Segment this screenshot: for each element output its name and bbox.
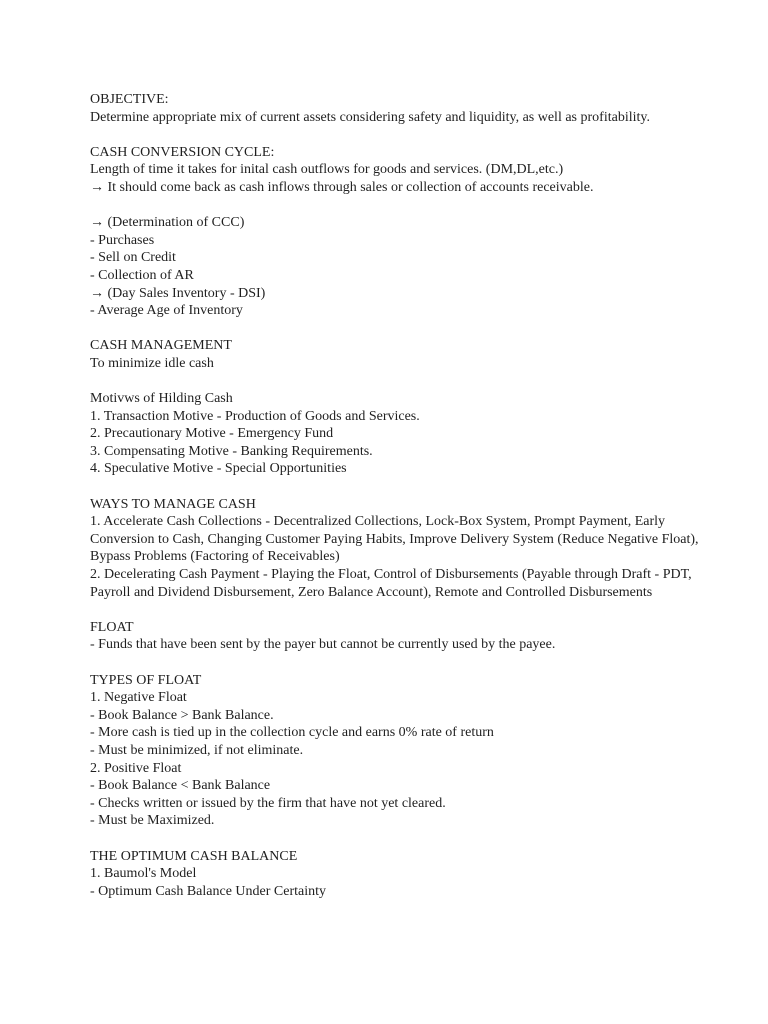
document-page — [90, 91, 730, 918]
section-ways-to-manage-cash — [90, 496, 730, 602]
heading-float: FLOAT — [90, 619, 134, 635]
list-item: - Optimum Cash Balance Under Certainty — [90, 883, 326, 899]
text-line: Length of time it takes for inital cash outflows for goods and services. (DM,DL,etc.) — [90, 162, 564, 178]
heading-objective: OBJECTIVE: — [90, 92, 169, 107]
list-item: - Must be Maximized. — [90, 813, 215, 829]
section-float — [90, 619, 730, 654]
list-item: 1. Negative Float — [90, 690, 187, 706]
list-item: 1. Transaction Motive - Production of Goods and Services. — [90, 408, 420, 424]
section-optimum-cash-balance — [90, 848, 730, 901]
heading-optimum-cash-balance: THE OPTIMUM CASH BALANCE — [90, 848, 298, 864]
section-objective — [90, 91, 730, 126]
list-item: - Funds that have been sent by the payer but cannot be currently used by the payee. — [90, 637, 556, 653]
list-item: - Book Balance < Bank Balance — [90, 778, 271, 794]
heading-motives: Motivws of Hilding Cash — [90, 391, 233, 407]
text-line: → (Determination of CCC) — [90, 215, 245, 231]
section-cash-conversion-cycle — [90, 144, 730, 197]
list-item: 1. Accelerate Cash Collections - Decentralized Collections, Lock-Box System, Prompt Payment, Early Conversion to Cash, Changing Customer Paying Habits, Improve Delivery System (Reduce Negative Float), Bypass Problems (Factoring of Receivables) — [90, 514, 699, 565]
text-line: To minimize idle cash — [90, 355, 214, 371]
list-item: - Must be minimized, if not eliminate. — [90, 742, 304, 758]
section-motives — [90, 390, 730, 478]
list-item: 2. Positive Float — [90, 760, 182, 776]
list-item: - Sell on Credit — [90, 250, 176, 266]
list-item: 1. Baumol's Model — [90, 866, 197, 882]
list-item: - Collection of AR — [90, 267, 194, 283]
heading-types-of-float: TYPES OF FLOAT — [90, 672, 202, 688]
list-item: - Purchases — [90, 232, 155, 248]
list-item: - Checks written or issued by the firm that have not yet cleared. — [90, 795, 446, 811]
list-item: 4. Speculative Motive - Special Opportunities — [90, 461, 347, 477]
list-item: - Book Balance > Bank Balance. — [90, 707, 274, 723]
list-item: - More cash is tied up in the collection cycle and earns 0% rate of return — [90, 725, 494, 741]
list-item: 2. Precautionary Motive - Emergency Fund — [90, 426, 334, 442]
text-line: Determine appropriate mix of current assets considering safety and liquidity, as well as profitability. — [90, 109, 650, 125]
section-cash-management — [90, 337, 730, 372]
text-line: → (Day Sales Inventory - DSI) — [90, 285, 266, 301]
heading-cash-conversion-cycle: CASH CONVERSION CYCLE: — [90, 144, 275, 160]
heading-ways-to-manage-cash: WAYS TO MANAGE CASH — [90, 496, 256, 512]
section-determination-ccc — [90, 214, 730, 320]
section-types-of-float — [90, 672, 730, 830]
heading-cash-management: CASH MANAGEMENT — [90, 338, 232, 354]
list-item: 3. Compensating Motive - Banking Requirements. — [90, 443, 373, 459]
list-item: - Average Age of Inventory — [90, 303, 243, 319]
text-line: → It should come back as cash inflows through sales or collection of accounts receivable. — [90, 179, 594, 195]
list-item: 2. Decelerating Cash Payment - Playing the Float, Control of Disbursements (Payable through Draft - PDT, Payroll and Dividend Disbursement, Zero Balance Account), Remote and Controlled Disbursements — [90, 567, 692, 600]
